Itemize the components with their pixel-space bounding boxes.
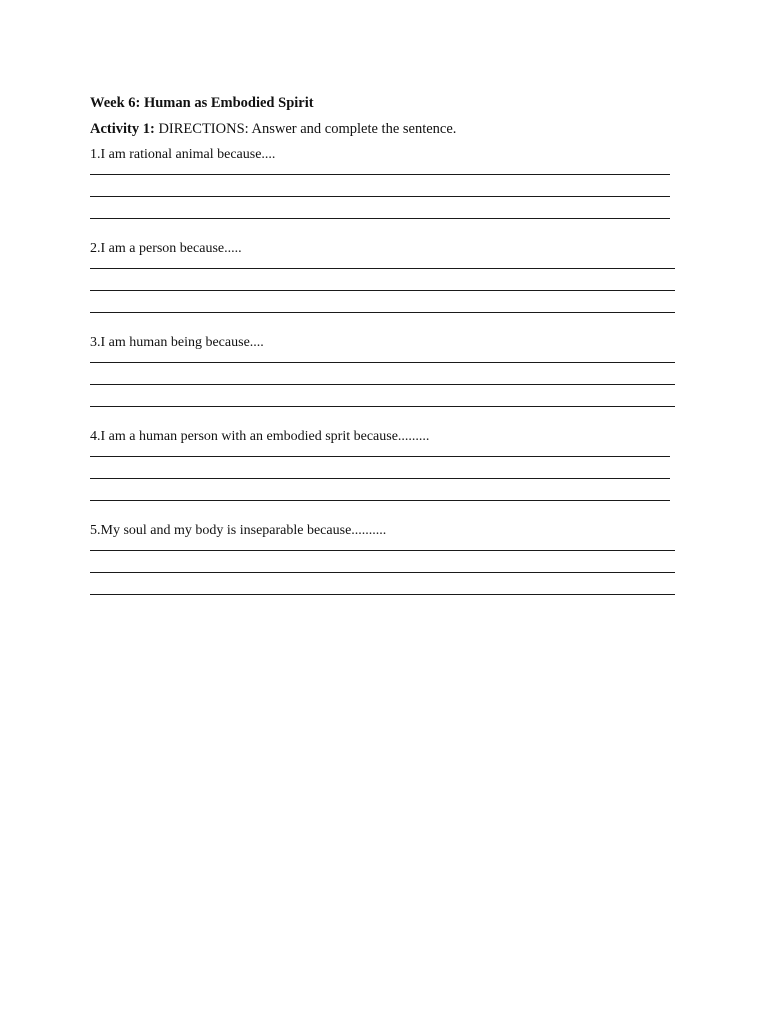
question-3 — [90, 334, 675, 407]
answer-line[interactable] — [90, 478, 670, 479]
answer-line[interactable] — [90, 594, 675, 595]
answer-line[interactable] — [90, 550, 675, 551]
activity-directions — [90, 119, 675, 139]
answer-lines — [90, 268, 675, 313]
answer-line[interactable] — [90, 174, 670, 175]
answer-line[interactable] — [90, 456, 670, 457]
answer-lines — [90, 174, 675, 219]
page-title: Week 6: Human as Embodied Spirit — [90, 95, 314, 111]
answer-line[interactable] — [90, 290, 675, 291]
answer-line[interactable] — [90, 196, 670, 197]
answer-line[interactable] — [90, 572, 675, 573]
worksheet-content — [90, 93, 675, 616]
answer-lines — [90, 362, 675, 407]
question-text: 5.My soul and my body is inseparable because.......... — [90, 523, 387, 538]
question-text: 2.I am a person because..... — [90, 241, 242, 256]
answer-line[interactable] — [90, 312, 675, 313]
question-text: 3.I am human being because.... — [90, 335, 264, 350]
question-text: 4.I am a human person with an embodied sprit because......... — [90, 429, 430, 444]
activity-label: Activity 1: — [90, 121, 155, 137]
answer-line[interactable] — [90, 268, 675, 269]
answer-lines — [90, 456, 675, 501]
answer-line[interactable] — [90, 406, 675, 407]
answer-line[interactable] — [90, 500, 670, 501]
answer-line[interactable] — [90, 362, 675, 363]
question-1 — [90, 146, 675, 219]
question-text: 1.I am rational animal because.... — [90, 147, 276, 162]
directions-text: DIRECTIONS: Answer and complete the sentence. — [158, 121, 457, 137]
question-5 — [90, 522, 675, 595]
answer-line[interactable] — [90, 218, 670, 219]
answer-line[interactable] — [90, 384, 675, 385]
question-2 — [90, 240, 675, 313]
question-4 — [90, 428, 675, 501]
answer-lines — [90, 550, 675, 595]
